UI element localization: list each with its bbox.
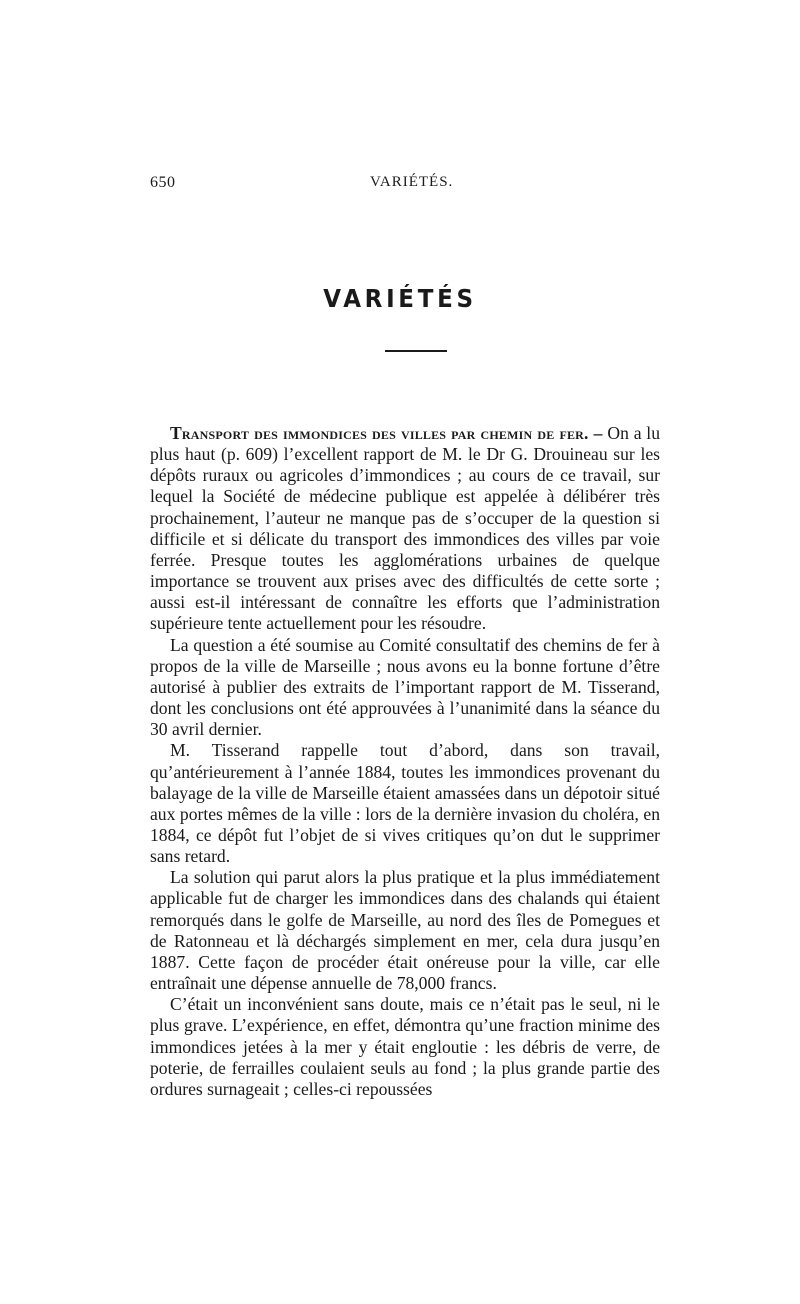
article-body bbox=[150, 423, 660, 1100]
paragraph-1 bbox=[150, 423, 660, 635]
paragraph-2: La question a été soumise au Comité consultatif des chemins de fer à propos de la ville de Marseille ; nous avons eu la bonne fortune d’être autorisé à publier des extraits de l’important rapport de M. Tisserand, dont les conclusions ont été approuvées à l’unanimité dans la séance du 30 avril dernier. bbox=[150, 634, 660, 740]
paragraph-4: La solution qui parut alors la plus pratique et la plus immédiatement applicable fut de charger les immondices dans des chalands qui étaient remorqués dans le golfe de Marseille, au nord des îles de Pomegues et de Ratonneau et là déchargés simplement en mer, cela dura jusqu’en 1887. Cette façon de procéder était onéreuse pour la ville, car elle entraînait une dépense annuelle de 78,000 francs. bbox=[150, 867, 660, 994]
section-title: VARIÉTÉS bbox=[323, 284, 477, 313]
paragraph-3: M. Tisserand rappelle tout d’abord, dans son travail, qu’antérieurement à l’année 1884, toutes les immondices provenant du balayage de la ville de Marseille étaient amassées dans un dépotoir situé aux portes mêmes de la ville : lors de la dernière invasion du choléra, en 1884, ce dépôt fut l’objet de si vives critiques qu’on dut le supprimer sans retard. bbox=[150, 740, 660, 867]
title-rule bbox=[385, 350, 447, 352]
paragraph-1-text: On a lu plus haut (p. 609) l’excellent rapport de M. le Dr G. Drouineau sur les dépôts ruraux ou agricoles d’immondices ; au cours de ce travail, sur lequel la Société de médecine publique est appelée à délibérer très prochainement, l’auteur ne manque pas de s’occuper de la question si difficile et si délicate du transport des immondices des villes par voie ferrée. Presque toutes les agglomérations urbaines de quelque importance se trouvent aux prises avec des difficultés de cette sorte ; aussi est-il intéressant de connaître les efforts que l’administration supérieure tente actuellement pour les résoudre. bbox=[150, 423, 660, 634]
running-head bbox=[150, 174, 660, 196]
running-title: VARIÉTÉS. bbox=[370, 174, 454, 190]
article-heading: Transport des immondices des villes par chemin de fer. – bbox=[170, 423, 603, 443]
paragraph-5: C’était un inconvénient sans doute, mais ce n’était pas le seul, ni le plus grave. L’expérience, en effet, démontra qu’une fraction minime des immondices jetées à la mer y était engloutie : les débris de verre, de poterie, de ferrailles coulaient seuls au fond ; la plus grande partie des ordures surnageait ; celles-ci repoussées bbox=[150, 994, 660, 1099]
page-number: 650 bbox=[150, 174, 176, 191]
